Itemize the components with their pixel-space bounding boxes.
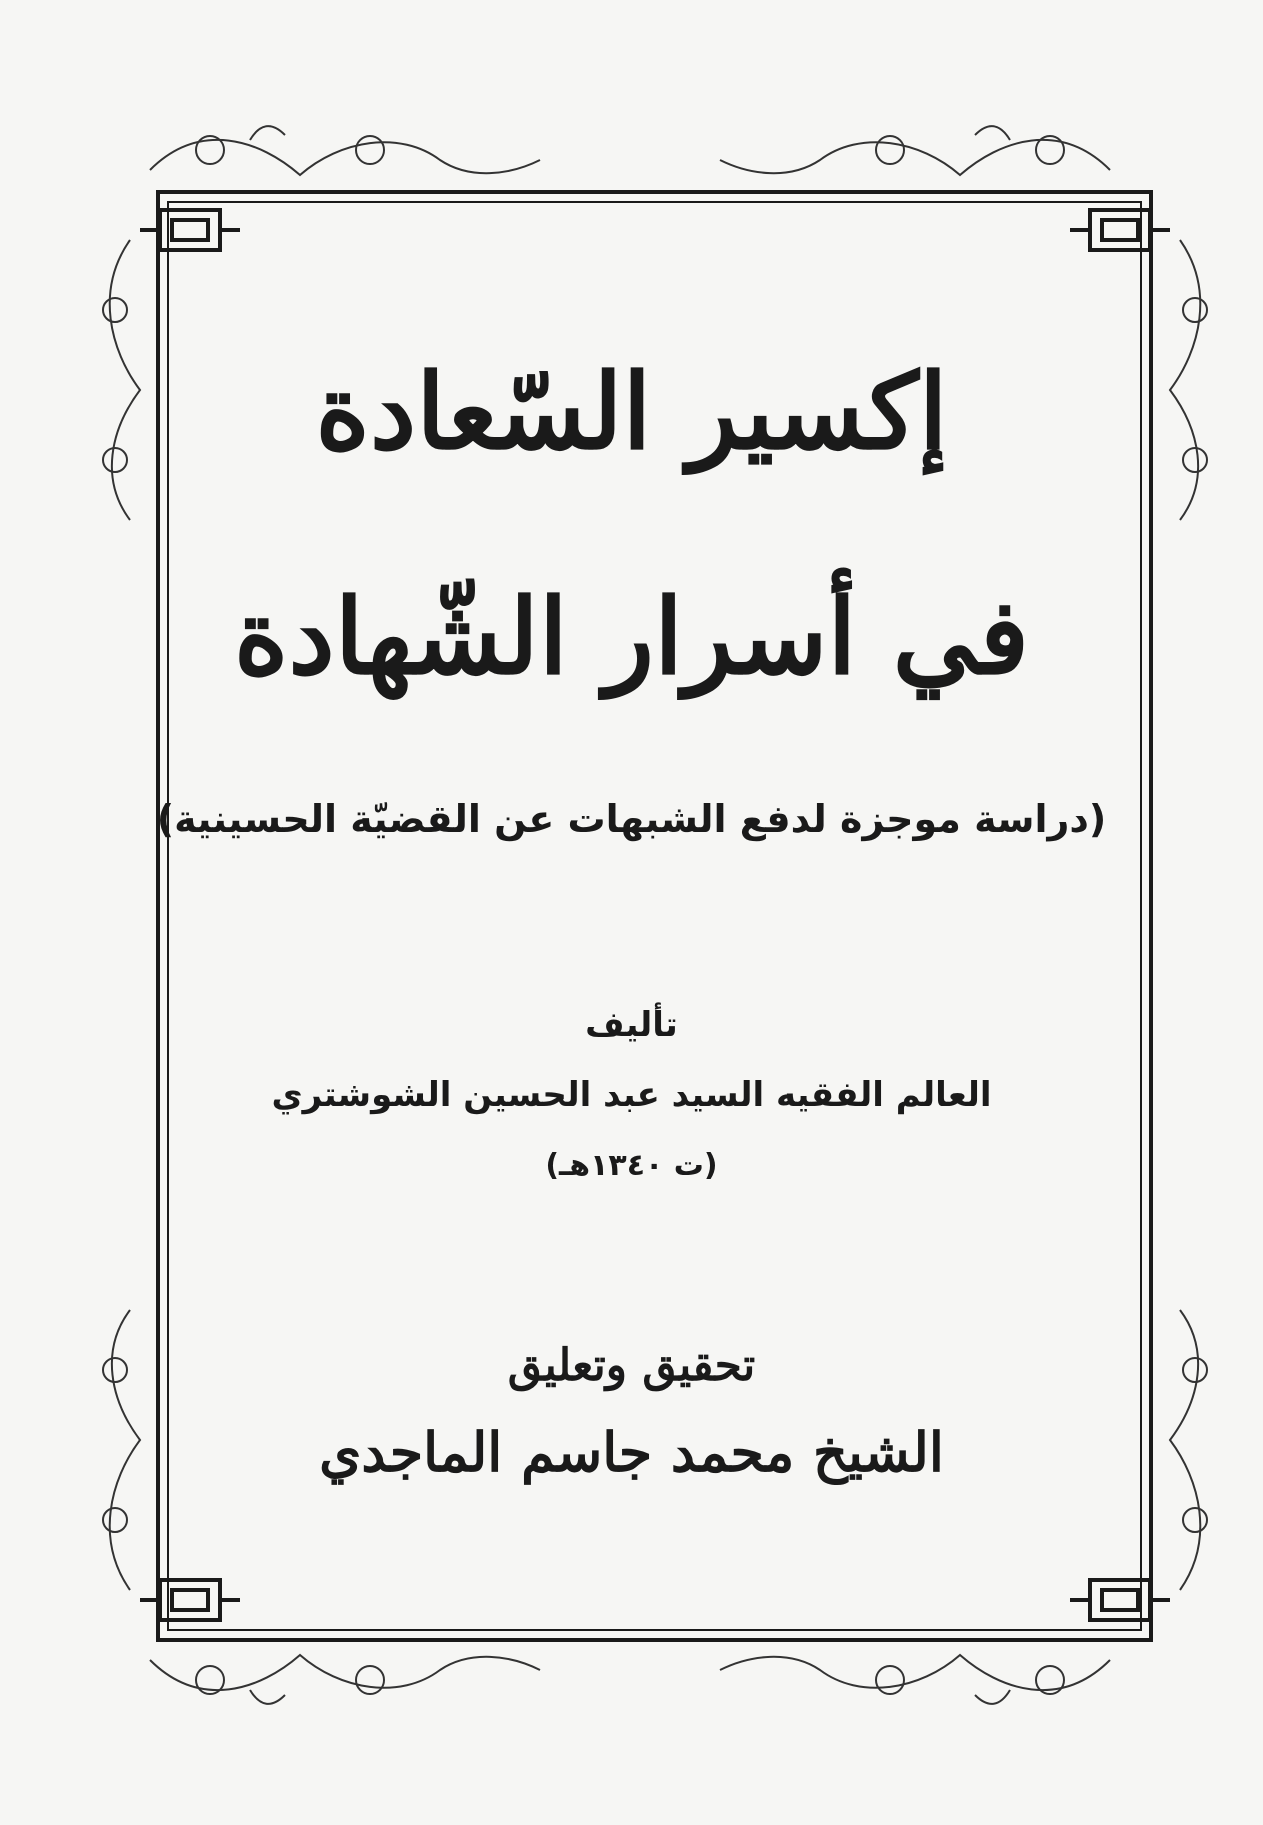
book-subtitle: (دراسة موجزة لدفع الشبهات عن القضيّة الحسينية)	[156, 797, 1107, 841]
author-label: تأليف	[585, 1005, 678, 1045]
corner-knot-bottom-right	[1070, 1580, 1170, 1620]
corner-knot-bottom-left	[140, 1580, 240, 1620]
corner-knot-top-left	[140, 210, 240, 250]
corner-knot-top-right	[1070, 210, 1170, 250]
floral-scroll-top	[150, 126, 1110, 175]
author-name: العالم الفقيه السيد عبد الحسين الشوشتري	[271, 1075, 992, 1115]
floral-scroll-bottom	[150, 1655, 1110, 1704]
editor-name: الشيخ محمد جاسم الماجدي	[319, 1420, 944, 1484]
book-title-line-1: إكسير السّعادة	[315, 350, 948, 473]
author-death-date: (ت ١٣٤٠هـ)	[545, 1148, 718, 1183]
editor-label: تحقيق وتعليق	[507, 1340, 756, 1391]
book-title-line-2: في أسرار الشّهادة	[233, 575, 1030, 698]
